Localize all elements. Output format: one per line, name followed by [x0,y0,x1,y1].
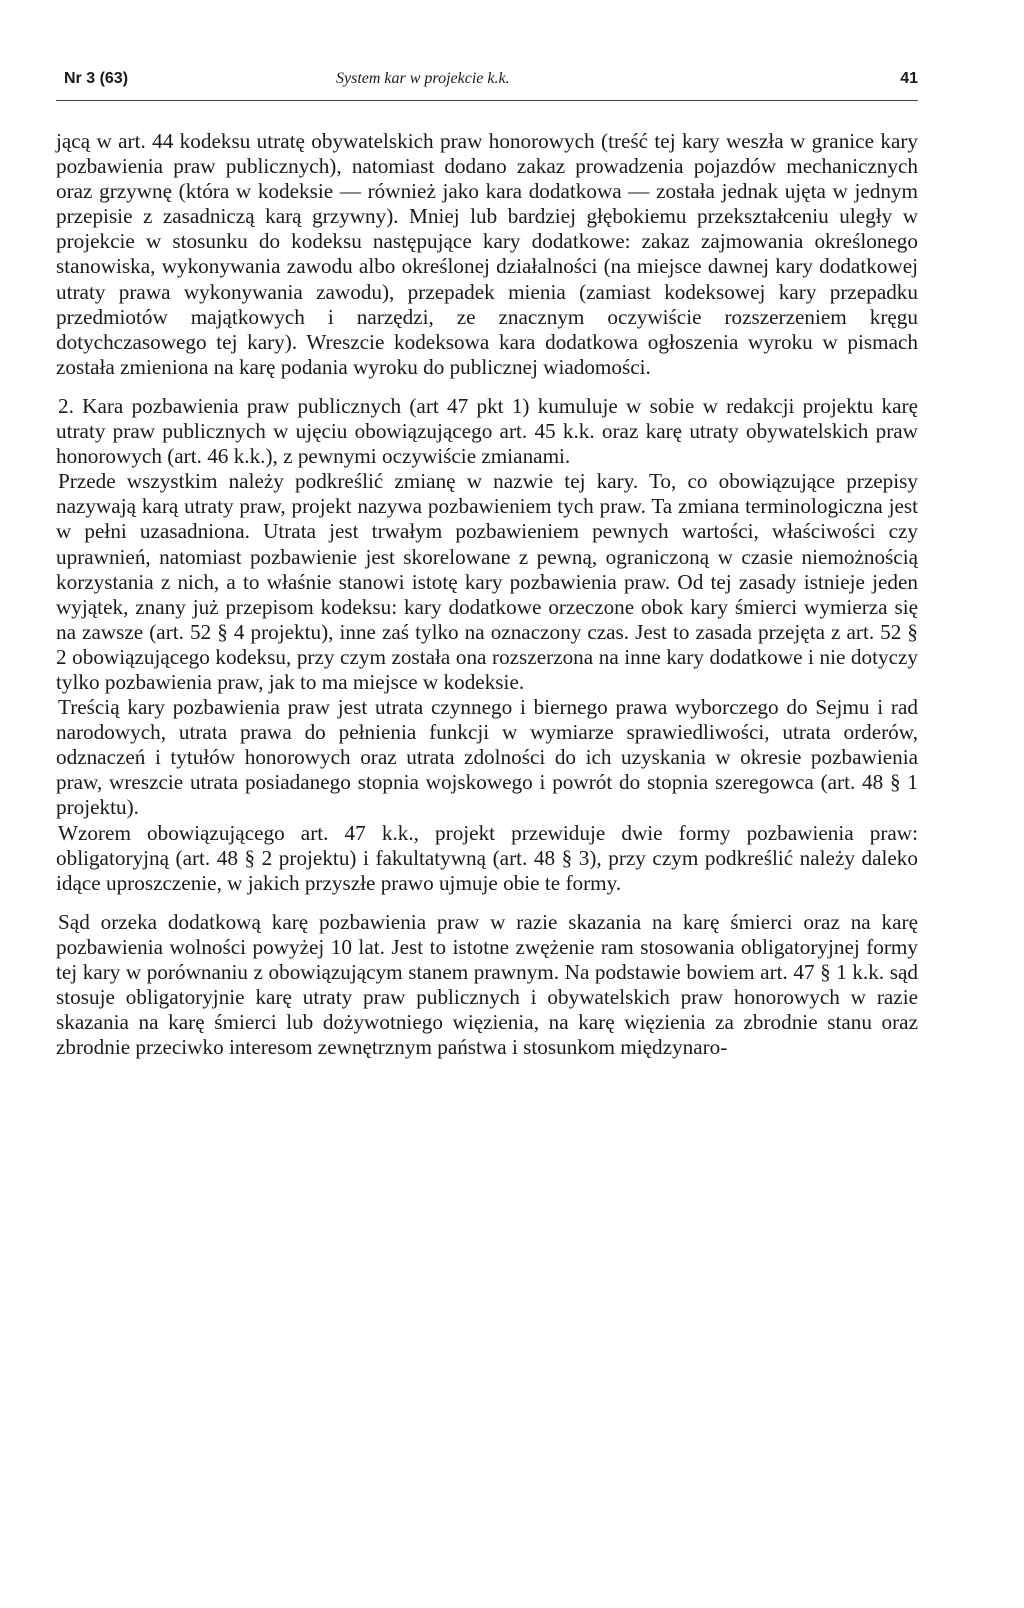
paragraph-5: Wzorem obowiązującego art. 47 k.k., projekt przewiduje dwie formy pozbawienia praw: obligatoryjną (art. 48 § 2 projektu) i fakultatywną (art. 48 § 3), przy czym podkreślić należy daleko idące uproszczenie, w jakich przyszłe prawo ujmuje obie te formy. [56,820,918,895]
running-title: System kar w projekcie k.k. [336,70,510,87]
page-number: 41 [900,70,918,87]
body-text [56,129,918,1060]
paragraph-4: Treścią kary pozbawienia praw jest utrata czynnego i biernego prawa wyborczego do Sejmu i rad narodowych, utrata prawa do pełnienia funkcji w wymiarze sprawiedliwości, utrata orderów, odznaczeń i tytułów honorowych oraz utrata zdolności do ich uzyskania w okresie pozbawienia praw, wreszcie utrata posiadanego stopnia wojskowego i powrót do stopnia szeregowca (art. 48 § 1 projektu). [56,695,918,820]
paragraph-2: 2. Kara pozbawienia praw publicznych (art 47 pkt 1) kumuluje w sobie w redakcji projektu karę utraty praw publicznych w ujęciu obowiązującego art. 45 k.k. oraz karę utraty obywatelskich praw honorowych (art. 46 k.k.), z pewnymi oczywiście zmianami. [56,393,918,469]
paragraph-gap [56,380,918,394]
paragraph-gap [56,896,918,910]
paragraph-1: jącą w art. 44 kodeksu utratę obywatelskich praw honorowych (treść tej kary weszła w granice kary pozbawienia praw publicznych), natomiast dodano zakaz prowadzenia pojazdów mechanicznych oraz grzywnę (która w kodeksie — również jako kara dodatkowa — została jednak ujęta w jednym przepisie z zasadniczą karą grzywny). Mniej lub bardziej głębokiemu przekształceniu uległy w projekcie w stosunku do kodeksu następujące kary dodatkowe: zakaz zajmowania określonego stanowiska, wykonywania zawodu albo określonej działalności (na miejsce dawnej kary dodatkowej utraty prawa wykonywania zawodu), przepadek mienia (zamiast kodeksowej kary przepadku przedmiotów majątkowych i narzędzi, ze znacznym oczywiście rozszerzeniem kręgu dotychczasowego tej kary). Wreszcie kodeksowa kara dodatkowa ogłoszenia wyroku w pismach została zmieniona na karę podania wyroku do publicznej wiadomości. [56,129,918,379]
paragraph-3: Przede wszystkim należy podkreślić zmianę w nazwie tej kary. To, co obowiązujące przepisy nazywają karą utraty praw, projekt nazywa pozbawieniem tych praw. Ta zmiana terminologiczna jest w pełni uzasadniona. Utrata jest trwałym pozbawieniem pewnych wartości, właściwości czy uprawnień, natomiast pozbawienie jest skorelowane z pewną, ograniczoną w czasie niemożnością korzystania z nich, a to właśnie stanowi istotę kary pozbawienia praw. Od tej zasady istnieje jeden wyjątek, znany już przepisom kodeksu: kary dodatkowe orzeczone obok kary śmierci wymierza się na zawsze (art. 52 § 4 projektu), inne zaś tylko na oznaczony czas. Jest to zasada przejęta z art. 52 § 2 obowiązującego kodeksu, przy czym została ona rozszerzona na inne kary dodatkowe i nie dotyczy tylko pozbawienia praw, jak to ma miejsce w kodeksie. [56,469,918,694]
issue-number: Nr 3 (63) [64,70,129,87]
header-rule [56,100,918,101]
paragraph-6: Sąd orzeka dodatkową karę pozbawienia praw w razie skazania na karę śmierci oraz na karę pozbawienia wolności powyżej 10 lat. Jest to istotne zwężenie ram stosowania obligatoryjnej formy tej kary w porównaniu z obowiązującym stanem prawnym. Na podstawie bowiem art. 47 § 1 k.k. sąd stosuje obligatoryjnie karę utraty praw publicznych i obywatelskich praw honorowych w razie skazania na karę śmierci lub dożywotniego więzienia, na karę więzienia za zbrodnie stanu oraz zbrodnie przeciwko interesom zewnętrznym państwa i stosunkom międzynaro- [56,909,918,1060]
document-page [56,66,918,1060]
running-header [56,66,918,100]
